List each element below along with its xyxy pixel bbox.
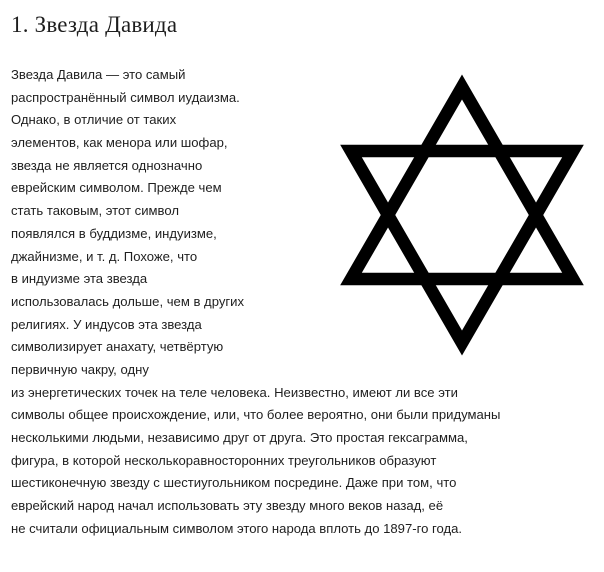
body-line: использовалась дольше, чем в других xyxy=(11,293,245,309)
body-line: религиях. У индусов эта звезда xyxy=(11,316,202,332)
body-line: первичную чакру, одну xyxy=(11,361,149,377)
body-line: элементов, как менора или шофар, xyxy=(11,135,228,151)
body-line: символы общее происхождение, или, что более вероятно, они были придуманы xyxy=(11,407,501,423)
article-body xyxy=(11,64,500,540)
body-line: Звезда Давила — это самый xyxy=(11,67,186,82)
body-line: еврейским символом. Прежде чем xyxy=(11,180,222,196)
article-title: 1. Звезда Давида xyxy=(11,12,178,37)
body-line: символизирует анахату, четвёртую xyxy=(11,339,224,355)
body-line: шестиконечную звезду с шестиугольником посредине. Даже при том, что xyxy=(11,475,457,491)
body-line: не считали официальным символом этого народа вплоть до 1897-го года. xyxy=(11,520,463,536)
body-line: еврейский народ начал использовать эту звезду много веков назад, её xyxy=(11,498,444,514)
body-line: стать таковым, этот символ xyxy=(11,203,179,219)
body-line: джайнизме, и т. д. Похоже, что xyxy=(11,248,198,264)
body-line: появлялся в буддизме, индуизме, xyxy=(11,225,217,241)
body-line: фигура, в которой несколькоравносторонних треугольников образуют xyxy=(11,452,437,468)
body-line: Однако, в отличие от таких xyxy=(11,112,177,128)
body-line: из энергетических точек на теле человека. Неизвестно, имеют ли все эти xyxy=(11,384,458,400)
body-line: распространённый символ иудаизма. xyxy=(11,89,240,105)
body-line: несколькими людьми, независимо друг от друга. Это простая гексаграмма, xyxy=(11,430,468,445)
body-line: в индуизме эта звезда xyxy=(11,271,148,287)
body-line: звезда не является однозначно xyxy=(11,157,203,173)
